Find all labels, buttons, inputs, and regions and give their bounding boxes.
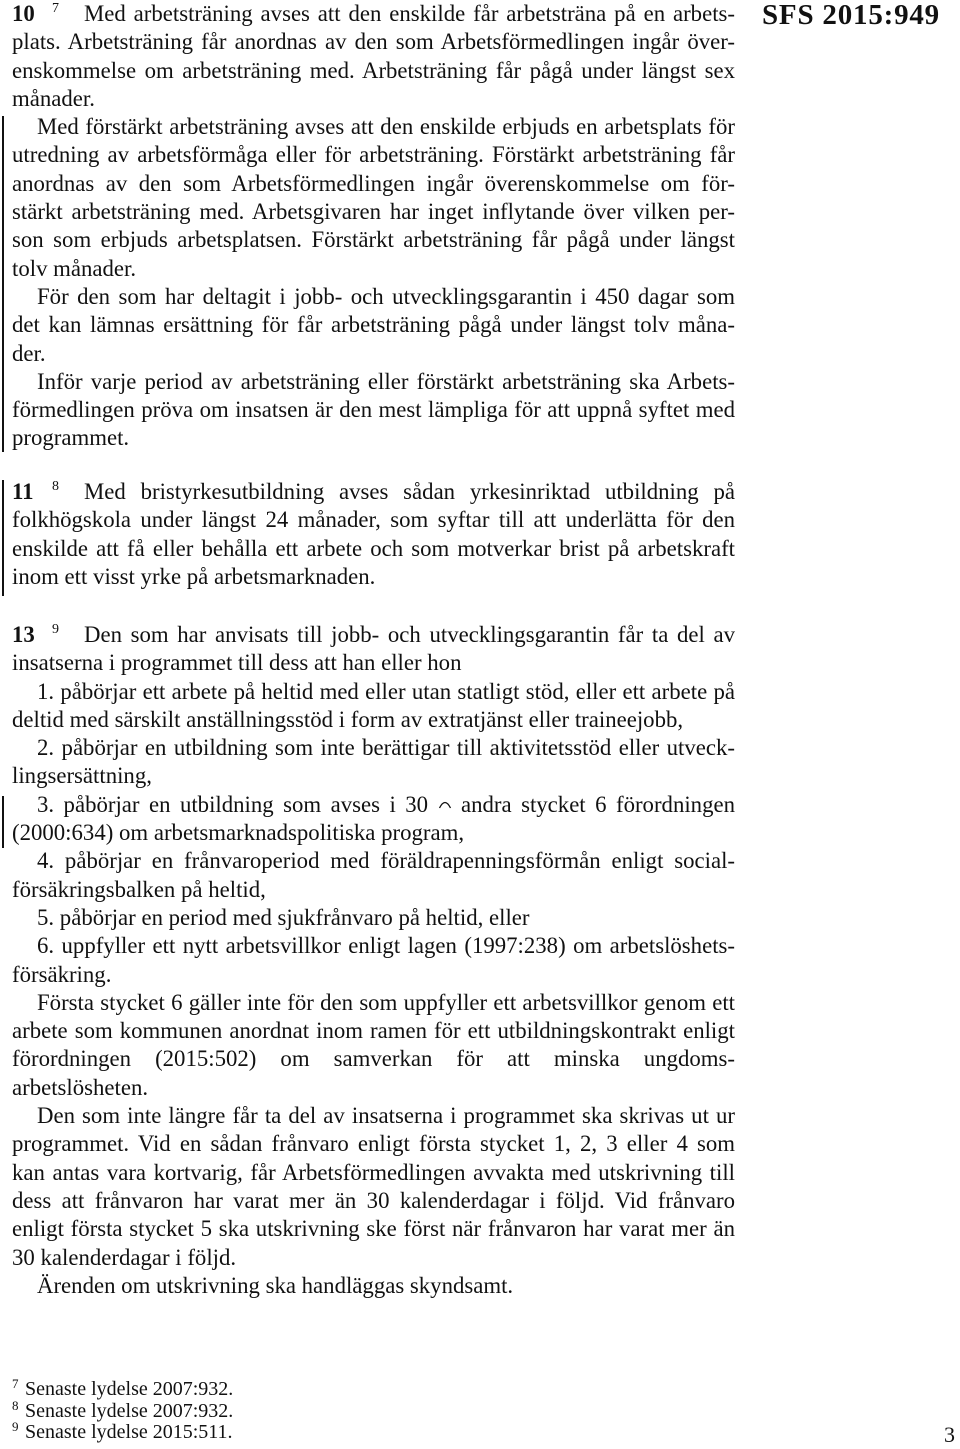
paragraph xyxy=(12,283,735,368)
line-text: utredning av arbetsförmåga eller för arbetsträning. Förstärkt arbetsträning får xyxy=(12,142,735,168)
footnote-reference: 7 xyxy=(52,1,59,16)
line-text: förordningen (2015:502) om samverkan för att minska ungdoms- xyxy=(12,1046,735,1072)
sfs-number: SFS 2015:949 xyxy=(762,0,940,31)
line-text: (2000:634) om arbetsmarknadspolitiska program, xyxy=(12,820,465,846)
text-line xyxy=(12,734,735,762)
line-text: kan antas vara kortvarig, får Arbetsförmedlingen avvakta med utskrivning till xyxy=(12,1159,735,1185)
line-text: programmet. Vid en sådan frånvaro enligt första stycket 1, 2, 3 eller 4 som xyxy=(12,1131,735,1157)
text-line xyxy=(12,170,735,198)
text-line xyxy=(12,198,735,226)
text-line xyxy=(12,819,735,847)
paragraph xyxy=(12,478,735,591)
text-line xyxy=(12,876,735,904)
line-text: Med bristyrkesutbildning avses sådan yrkesinriktad utbildning på xyxy=(84,479,735,504)
text-line xyxy=(12,283,735,311)
section-13 xyxy=(12,621,735,1300)
text-line xyxy=(12,1215,735,1243)
text-line xyxy=(12,847,735,875)
line-text: Inför varje period av arbetsträning eller förstärkt arbetsträning ska Arbets- xyxy=(37,368,735,394)
text-line xyxy=(12,1130,735,1158)
text-line xyxy=(12,535,735,563)
text-line xyxy=(12,113,735,141)
paragraph xyxy=(12,932,735,989)
text-line xyxy=(12,1017,735,1045)
line-text: månader. xyxy=(12,85,95,111)
line-text: folkhögskola under längst 24 månader, som syftar till att underlätta för den xyxy=(12,507,735,533)
text-line xyxy=(12,1272,735,1300)
text-line xyxy=(12,85,735,113)
text-line xyxy=(12,762,735,790)
line-text: försäkringsbalken på heltid, xyxy=(12,876,266,902)
text-line xyxy=(12,255,735,283)
footnote-text: Senaste lydelse 2007:932. xyxy=(25,1378,234,1400)
line-text: andra stycket 6 förordningen xyxy=(460,791,735,817)
text-line xyxy=(12,649,735,677)
paragraph xyxy=(12,1272,735,1300)
line-text: Med arbetsträning avses att den enskilde får arbetsträna på en arbets- xyxy=(84,1,735,26)
text-line xyxy=(12,226,735,254)
line-text: 4. påbörjar en frånvaroperiod med föräldrapenningsförmån enligt social- xyxy=(37,848,735,874)
text-line xyxy=(12,989,735,1017)
text-line xyxy=(12,1159,735,1187)
line-text: enligt första stycket 5 ska utskrivning ske först när frånvaron har varat mer än xyxy=(12,1216,735,1242)
paragraph xyxy=(12,791,735,848)
line-text: programmet. xyxy=(12,425,130,451)
line-text: inom ett visst yrke på arbetsmarknaden. xyxy=(12,563,376,589)
paragraph xyxy=(12,113,735,283)
footnote xyxy=(12,1397,412,1423)
text-line xyxy=(12,368,735,396)
line-text: stärkt arbetsträning med. Arbetsgivaren har inget inflytande över vilken per- xyxy=(12,199,735,225)
text-line xyxy=(12,424,735,452)
line-text: 30 kalenderdagar i följd. xyxy=(12,1244,237,1270)
text-line xyxy=(12,678,735,706)
text-line xyxy=(12,563,735,591)
line-text: förmedlingen pröva om insatsen är den mest lämpliga för att uppnå syftet med xyxy=(12,397,735,423)
change-bar xyxy=(2,116,4,452)
line-text: 5. påbörjar en period med sjukfrånvaro på heltid, eller xyxy=(37,904,530,930)
text-line xyxy=(12,396,735,424)
text-line xyxy=(12,904,735,932)
text-line xyxy=(12,57,735,85)
line-text: det kan lämnas ersättning för får arbetsträning pågå under längst tolv måna- xyxy=(12,312,735,338)
text-line xyxy=(12,1244,735,1272)
line-text: 1. påbörjar ett arbete på heltid med eller utan statligt stöd, eller ett arbete på xyxy=(37,678,735,704)
paragraph xyxy=(12,1102,735,1272)
line-text: 3. påbörjar en utbildning som avses i 30 xyxy=(37,791,429,817)
paragraph xyxy=(12,847,735,904)
footnotes xyxy=(12,1376,412,1444)
paragraph xyxy=(12,0,735,113)
line-text: Den som har anvisats till jobb- och utvecklingsgarantin får ta del av xyxy=(84,622,735,647)
text-line xyxy=(12,1187,735,1215)
text-line xyxy=(12,1045,735,1073)
footnote-number: 8 xyxy=(12,1397,19,1413)
line-text: tolv månader. xyxy=(12,255,137,281)
text-line xyxy=(12,621,735,649)
paragraph xyxy=(12,368,735,453)
line-text: 2. påbörjar en utbildning som inte berättigar till aktivitetsstöd eller utveck- xyxy=(37,735,735,761)
paragraph xyxy=(12,734,735,791)
line-text: enskilde att få eller behålla ett arbete och som motverkar brist på arbetskraft xyxy=(12,535,735,561)
footnote-reference: 9 xyxy=(52,622,59,637)
line-text: lingsersättning, xyxy=(12,763,152,789)
text-line xyxy=(12,141,735,169)
footnote-reference: 8 xyxy=(52,479,59,494)
footnote-text: Senaste lydelse 2015:511. xyxy=(25,1421,233,1443)
line-text: Första stycket 6 gäller inte för den som uppfyller ett arbetsvillkor genom ett xyxy=(37,989,735,1015)
line-text: dess att frånvaron har varat mer än 30 kalenderdagar i följd. Vid frånvaro xyxy=(12,1187,735,1213)
page-number: 3 xyxy=(944,1422,955,1447)
text-line xyxy=(12,932,735,960)
footnote-text: Senaste lydelse 2007:932. xyxy=(25,1399,234,1422)
change-bar xyxy=(2,796,4,848)
section-number: 13 xyxy=(12,622,35,647)
section-number: 10 xyxy=(12,1,35,26)
line-text: För den som har deltagit i jobb- och utvecklingsgarantin i 450 dagar som xyxy=(37,283,735,309)
line-text: enskommelse om arbetsträning med. Arbetsträning får pågå under längst sex xyxy=(12,57,735,83)
text-line xyxy=(12,478,735,506)
line-text: deltid med särskilt anställningsstöd i form av extratjänst eller traineejobb, xyxy=(12,706,684,732)
text-line xyxy=(12,961,735,989)
footnote xyxy=(12,1376,412,1401)
paragraph xyxy=(12,621,735,678)
text-line xyxy=(12,340,735,368)
paragraph xyxy=(12,678,735,735)
line-text: Ärenden om utskrivning ska handläggas skyndsamt. xyxy=(37,1272,514,1298)
text-line xyxy=(12,1102,735,1130)
line-text: insatserna i programmet till dess att han eller hon xyxy=(12,650,462,676)
line-text: Den som inte längre får ta del av insatserna i programmet ska skrivas ut ur xyxy=(37,1103,735,1129)
change-bar xyxy=(2,480,4,596)
line-text: arbetslösheten. xyxy=(12,1074,149,1100)
paragraph xyxy=(12,904,735,932)
footnote-number: 9 xyxy=(12,1419,19,1434)
line-text: son som erbjuds arbetsplatsen. Förstärkt arbetsträning får pågå under längst xyxy=(12,227,735,253)
line-text: anordnas av den som Arbetsförmedlingen ingår överenskommelse om för- xyxy=(12,170,735,196)
line-text: der. xyxy=(12,340,46,366)
section-number: 11 xyxy=(12,479,34,504)
text-line xyxy=(12,311,735,339)
footnote-number: 7 xyxy=(12,1376,19,1391)
line-text: Med förstärkt arbetsträning avses att den enskilde erbjuds en arbetsplats för xyxy=(37,114,735,140)
line-text: 6. uppfyller ett nytt arbetsvillkor enligt lagen (1997:238) om arbetslöshets- xyxy=(37,933,735,959)
text-line xyxy=(12,506,735,534)
text-line xyxy=(12,791,735,819)
text-line xyxy=(12,1074,735,1102)
section-10 xyxy=(12,0,735,453)
section-sign-icon xyxy=(438,796,452,810)
text-line xyxy=(12,0,735,28)
line-text: försäkring. xyxy=(12,961,112,987)
section-11 xyxy=(12,478,735,591)
line-text: plats. Arbetsträning får anordnas av den som Arbetsförmedlingen ingår över- xyxy=(12,29,735,55)
footnote xyxy=(12,1419,412,1444)
text-line xyxy=(12,706,735,734)
paragraph xyxy=(12,989,735,1102)
line-text: arbete som kommunen anordnat inom ramen för ett utbildningskontrakt enligt xyxy=(12,1018,735,1044)
text-line xyxy=(12,28,735,56)
